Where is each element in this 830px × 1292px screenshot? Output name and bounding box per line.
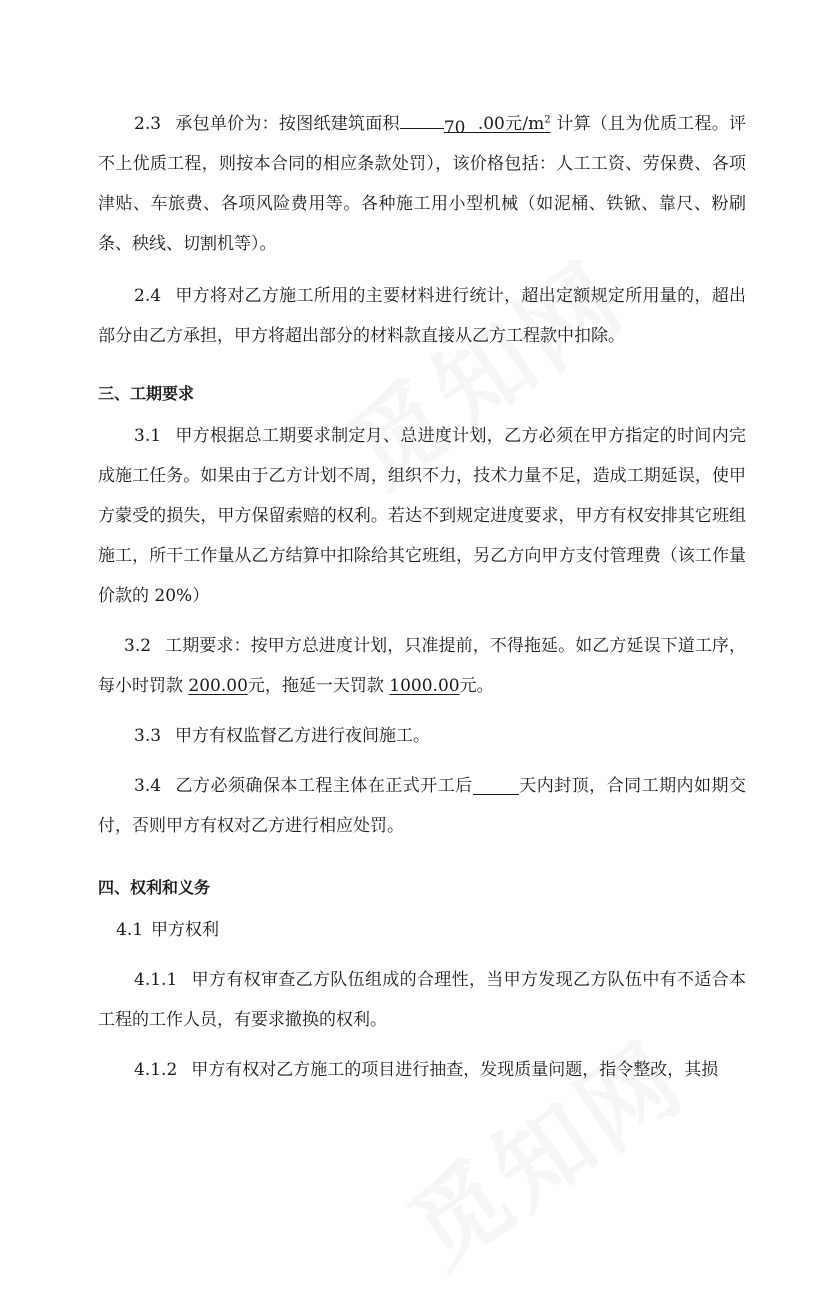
clause-2-4 <box>98 276 746 356</box>
clause-text: 计算（且为优质工程。评不上优质工程，则按本合同的相应条款处罚），该价格包括：人工工资、劳保费、各项津贴、车旅费、各项风险费用等。各种施工用小型机械（如泥桶、铁锨、靠尺、粉刷条、秧线、切割机等）。 <box>98 114 747 254</box>
price-unit: 元$/m^2$ <box>504 114 551 134</box>
clause-text: 甲方将对乙方施工所用的主要材料进行统计，超出定额规定所用量的，超出部分由乙方承担，甲方将超出部分的材料款直接从乙方工程款中扣除。 <box>98 286 746 346</box>
subsection-4-1 <box>98 910 746 950</box>
clause-3-3 <box>98 716 746 756</box>
clause-number: 4.1.1 <box>134 970 178 990</box>
section-heading-3: 三、工期要求 <box>98 384 195 403</box>
clause-text: 乙方必须确保本工程主体在正式开工后 <box>175 776 473 796</box>
price-integer-blank <box>400 108 466 138</box>
daily-penalty: 1000.00 <box>389 676 460 696</box>
clause-text: 承包单价为：按图纸建筑面积 <box>175 114 400 134</box>
clause-text: 甲方有权审查乙方队伍组成的合理性，当甲方发现乙方队伍中有不适合本工程的工作人员，有要求撤换的权利。 <box>98 970 746 1030</box>
clause-3-2 <box>98 626 746 706</box>
clause-text: 工期要求：按甲方总进度计划，只准提前，不得拖延。如乙方延误下道工序，每小时罚款 <box>98 636 746 696</box>
price-decimal: .00 <box>477 114 505 134</box>
price-gap-blank <box>444 112 478 133</box>
clause-4-1-1 <box>98 960 746 1040</box>
clause-text: 甲方有权对乙方施工的项目进行抽查，发现质量问题，指令整改，其损 <box>191 1060 719 1080</box>
section-heading-4: 四、权利和义务 <box>98 878 211 897</box>
clause-4-1-2 <box>98 1050 746 1090</box>
clause-number: 4.1.2 <box>134 1060 178 1080</box>
clause-3-1 <box>98 416 746 616</box>
hourly-penalty: 200.00 <box>188 676 248 696</box>
price-integer: 70 <box>443 118 466 138</box>
clause-number: 3.2 <box>124 636 152 656</box>
document-page <box>98 104 746 1090</box>
clause-text: 甲方有权监督乙方进行夜间施工。 <box>175 726 431 746</box>
clause-number: 2.3 <box>134 114 162 134</box>
clause-2-3 <box>98 104 746 264</box>
clause-3-4 <box>98 766 746 846</box>
clause-number: 3.3 <box>134 726 162 746</box>
clause-number: 2.4 <box>134 286 162 306</box>
clause-number: 4.1 <box>116 920 144 940</box>
subsection-title: 甲方权利 <box>151 920 220 940</box>
clause-text: 甲方根据总工期要求制定月、总进度计划，乙方必须在甲方指定的时间内完成施工任务。如果由于乙方计划不周，组织不力，技术力量不足，造成工期延误，使甲方蒙受的损失，甲方保留索赔的权利。若达不到规定进度要求，甲方有权安排其它班组施工，所干工作量从乙方结算中扣除给其它班组，另乙方向甲方支付管理费（该工作量价款的 20%） <box>98 426 746 606</box>
clause-number: 3.1 <box>134 426 162 446</box>
clause-text: 元，拖延一天罚款 <box>247 676 384 696</box>
clause-text: 元。 <box>459 676 494 696</box>
days-blank <box>473 774 519 795</box>
clause-number: 3.4 <box>134 776 162 796</box>
clause-text: 天内封顶，合同工期内如期交付，否则甲方有权对乙方进行相应处罚。 <box>98 776 747 836</box>
